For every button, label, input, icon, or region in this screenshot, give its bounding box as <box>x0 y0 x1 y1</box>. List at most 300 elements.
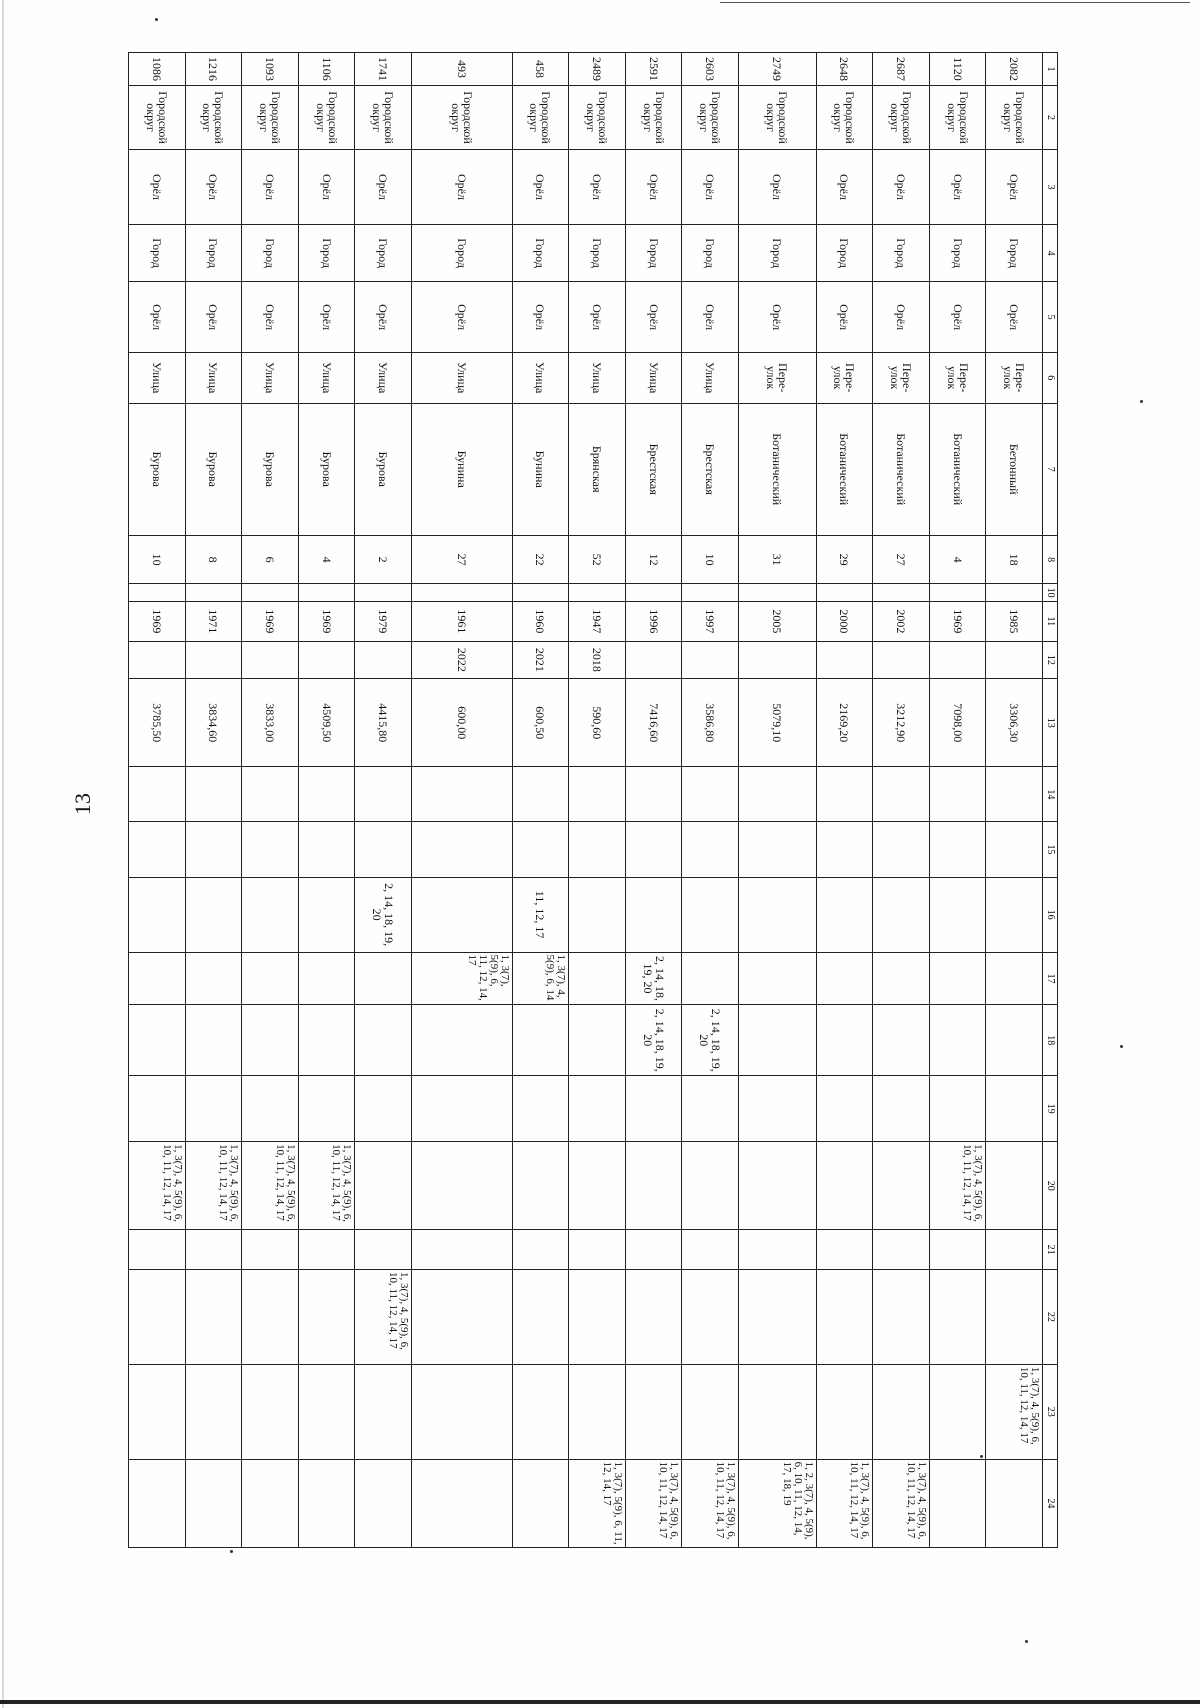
table-cell-c16 <box>242 877 299 952</box>
table-cell-c22 <box>739 1270 817 1365</box>
table-cell-c20: 1, 3(7), 4, 5(9), 6, 10, 11, 12, 14, 17 <box>242 1142 299 1230</box>
table-cell-c24: 1, 3(7), 4, 5(9), 6, 10, 11, 12, 14, 17 <box>625 1459 682 1547</box>
table-cell-c21 <box>569 1230 626 1270</box>
table-cell-c7: Бурова <box>129 403 186 535</box>
table-cell-c1: 2749 <box>739 53 817 86</box>
table-cell-c22 <box>816 1270 873 1365</box>
table-cell-c22 <box>625 1270 682 1365</box>
table-cell-c24 <box>129 1459 186 1547</box>
column-number-cell: 15 <box>1043 822 1058 877</box>
table-cell-c2: Городской округ <box>129 86 186 150</box>
table-row <box>355 53 412 1548</box>
table-cell-c18 <box>739 1005 817 1076</box>
column-number-cell: 16 <box>1043 877 1058 952</box>
scan-edge-shadow <box>2 0 4 1708</box>
speck <box>1140 400 1143 403</box>
table-cell-c11: 1971 <box>185 601 242 641</box>
column-number-cell: 4 <box>1043 224 1058 281</box>
table-cell-c1: 1741 <box>355 53 412 86</box>
table-cell-c10 <box>298 584 355 602</box>
table-cell-c19 <box>682 1076 739 1142</box>
table-cell-c19 <box>873 1076 930 1142</box>
table-cell-c24 <box>512 1459 569 1547</box>
table-cell-c24 <box>242 1459 299 1547</box>
table-cell-c24: 1, 3(7), 5(9), 6, 11, 12, 14, 17 <box>569 1459 626 1547</box>
table-cell-c23 <box>625 1364 682 1459</box>
table-cell-c14 <box>569 767 626 822</box>
table-row <box>242 53 299 1548</box>
table-cell-c2: Городской округ <box>682 86 739 150</box>
table-cell-c2: Городской округ <box>739 86 817 150</box>
table-cell-c4: Город <box>929 224 986 281</box>
table-cell-c21 <box>739 1230 817 1270</box>
table-cell-c19 <box>355 1076 412 1142</box>
table-cell-c16 <box>682 877 739 952</box>
table-cell-c15 <box>625 822 682 877</box>
table-row <box>298 53 355 1548</box>
table-cell-c21 <box>185 1230 242 1270</box>
table-cell-c4: Город <box>986 224 1043 281</box>
table-row <box>185 53 242 1548</box>
table-cell-c6: Улица <box>625 352 682 403</box>
table-cell-c17 <box>816 952 873 1005</box>
column-number-cell: 23 <box>1043 1364 1058 1459</box>
table-row <box>873 53 930 1548</box>
table-cell-c15 <box>929 822 986 877</box>
column-number-cell: 7 <box>1043 403 1058 535</box>
table-cell-c5: Орёл <box>873 282 930 353</box>
table-cell-c17: 1, 3(7), 5(9), 6, 11, 12, 14, 17 <box>412 952 513 1005</box>
table-cell-c7: Бурова <box>242 403 299 535</box>
table-cell-c18 <box>185 1005 242 1076</box>
table-cell-c13: 2169,20 <box>816 679 873 767</box>
table-cell-c18 <box>129 1005 186 1076</box>
table-cell-c6: Улица <box>129 352 186 403</box>
table-cell-c7: Ботанический <box>816 403 873 535</box>
table-cell-c20: 1, 3(7), 4, 5(9), 6, 10, 11, 12, 14, 17 <box>129 1142 186 1230</box>
table-cell-c1: 493 <box>412 53 513 86</box>
table-cell-c7: Брянская <box>569 403 626 535</box>
column-number-cell: 1 <box>1043 53 1058 86</box>
table-cell-c19 <box>412 1076 513 1142</box>
table-cell-c15 <box>185 822 242 877</box>
table-cell-c8: 29 <box>816 535 873 584</box>
table-cell-c20 <box>986 1142 1043 1230</box>
table-cell-c11: 1969 <box>298 601 355 641</box>
table-cell-c17 <box>242 952 299 1005</box>
table-cell-c5: Орёл <box>816 282 873 353</box>
table-cell-c14 <box>682 767 739 822</box>
table-cell-c18 <box>986 1005 1043 1076</box>
table-cell-c14 <box>298 767 355 822</box>
table-cell-c14 <box>185 767 242 822</box>
table-cell-c2: Городской округ <box>355 86 412 150</box>
table-cell-c19 <box>512 1076 569 1142</box>
table-cell-c24 <box>355 1459 412 1547</box>
table-cell-c18: 2, 14, 18, 19, 20 <box>682 1005 739 1076</box>
column-number-cell: 11 <box>1043 601 1058 641</box>
table-cell-c21 <box>512 1230 569 1270</box>
table-cell-c13: 3306,30 <box>986 679 1043 767</box>
table-cell-c5: Орёл <box>298 282 355 353</box>
table-cell-c22 <box>185 1270 242 1365</box>
table-cell-c12 <box>682 641 739 678</box>
table-cell-c3: Орёл <box>355 150 412 225</box>
table-cell-c24 <box>185 1459 242 1547</box>
table-cell-c17 <box>873 952 930 1005</box>
table-cell-c11: 1960 <box>512 601 569 641</box>
table-cell-c6: Пере-улок <box>929 352 986 403</box>
table-cell-c21 <box>412 1230 513 1270</box>
table-cell-c24 <box>412 1459 513 1547</box>
table-cell-c21 <box>242 1230 299 1270</box>
table-cell-c7: Бурова <box>185 403 242 535</box>
table-cell-c20 <box>512 1142 569 1230</box>
table-cell-c5: Орёл <box>512 282 569 353</box>
table-cell-c13: 600,50 <box>512 679 569 767</box>
table-cell-c10 <box>816 584 873 602</box>
table-cell-c2: Городской округ <box>873 86 930 150</box>
table-cell-c18 <box>512 1005 569 1076</box>
table-cell-c16 <box>873 877 930 952</box>
table-cell-c23 <box>355 1364 412 1459</box>
table-cell-c4: Город <box>298 224 355 281</box>
table-cell-c17 <box>682 952 739 1005</box>
table-cell-c18 <box>569 1005 626 1076</box>
table-cell-c11: 2002 <box>873 601 930 641</box>
table-row <box>129 53 186 1548</box>
table-cell-c12: 2018 <box>569 641 626 678</box>
table-cell-c16 <box>739 877 817 952</box>
table-cell-c8: 22 <box>512 535 569 584</box>
table-cell-c11: 1969 <box>242 601 299 641</box>
table-cell-c15 <box>816 822 873 877</box>
table-cell-c4: Город <box>185 224 242 281</box>
table-cell-c18 <box>873 1005 930 1076</box>
table-cell-c22 <box>929 1270 986 1365</box>
table-cell-c24 <box>986 1459 1043 1547</box>
table-cell-c5: Орёл <box>625 282 682 353</box>
table-cell-c6: Улица <box>355 352 412 403</box>
column-number-cell: 24 <box>1043 1459 1058 1547</box>
table-cell-c11: 1947 <box>569 601 626 641</box>
table-cell-c14 <box>242 767 299 822</box>
table-cell-c17 <box>929 952 986 1005</box>
column-number-cell: 8 <box>1043 535 1058 584</box>
table-cell-c19 <box>929 1076 986 1142</box>
table-cell-c12 <box>929 641 986 678</box>
speck <box>1120 1045 1123 1048</box>
table-cell-c10 <box>739 584 817 602</box>
table-cell-c7: Бурова <box>355 403 412 535</box>
table-cell-c6: Улица <box>682 352 739 403</box>
column-number-cell: 18 <box>1043 1005 1058 1076</box>
table-cell-c8: 8 <box>185 535 242 584</box>
table-cell-c2: Городской округ <box>185 86 242 150</box>
table-cell-c7: Бунина <box>412 403 513 535</box>
table-cell-c1: 1120 <box>929 53 986 86</box>
table-cell-c12 <box>355 641 412 678</box>
table-cell-c20 <box>355 1142 412 1230</box>
bottom-rule <box>0 1700 1200 1704</box>
table-cell-c3: Орёл <box>298 150 355 225</box>
table-cell-c7: Брестская <box>625 403 682 535</box>
table-cell-c21 <box>816 1230 873 1270</box>
table-cell-c13: 3833,00 <box>242 679 299 767</box>
table-cell-c10 <box>569 584 626 602</box>
table-cell-c3: Орёл <box>873 150 930 225</box>
table-cell-c4: Город <box>512 224 569 281</box>
table-cell-c17 <box>129 952 186 1005</box>
table-cell-c6: Пере-улок <box>873 352 930 403</box>
table-cell-c12 <box>739 641 817 678</box>
table-cell-c10 <box>242 584 299 602</box>
table-cell-c15 <box>873 822 930 877</box>
table-cell-c6: Улица <box>512 352 569 403</box>
table-cell-c14 <box>986 767 1043 822</box>
table-cell-c8: 27 <box>873 535 930 584</box>
table-cell-c15 <box>242 822 299 877</box>
table-cell-c23 <box>298 1364 355 1459</box>
table-cell-c15 <box>129 822 186 877</box>
table-cell-c8: 2 <box>355 535 412 584</box>
header-row <box>1043 53 1058 1548</box>
table-cell-c5: Орёл <box>569 282 626 353</box>
table-cell-c12 <box>625 641 682 678</box>
table-cell-c21 <box>298 1230 355 1270</box>
table-cell-c5: Орёл <box>185 282 242 353</box>
table-cell-c5: Орёл <box>355 282 412 353</box>
table-cell-c2: Городской округ <box>929 86 986 150</box>
table-cell-c3: Орёл <box>242 150 299 225</box>
table-cell-c20: 1, 3(7), 4, 5(9), 6, 10, 11, 12, 14, 17 <box>185 1142 242 1230</box>
column-number-cell: 19 <box>1043 1076 1058 1142</box>
table-cell-c1: 1086 <box>129 53 186 86</box>
table-cell-c24 <box>298 1459 355 1547</box>
table-cell-c15 <box>412 822 513 877</box>
table-cell-c8: 4 <box>929 535 986 584</box>
table-cell-c10 <box>625 584 682 602</box>
table-cell-c6: Пере-улок <box>986 352 1043 403</box>
table-cell-c11: 1985 <box>986 601 1043 641</box>
column-number-cell: 10 <box>1043 584 1058 602</box>
table-cell-c12 <box>185 641 242 678</box>
table-cell-c16 <box>185 877 242 952</box>
table-cell-c4: Город <box>873 224 930 281</box>
table-cell-c4: Город <box>242 224 299 281</box>
table-cell-c1: 1093 <box>242 53 299 86</box>
table-cell-c23 <box>816 1364 873 1459</box>
table-cell-c3: Орёл <box>625 150 682 225</box>
table-cell-c16 <box>929 877 986 952</box>
table-cell-c23: 1, 3(7), 4, 5(9), 6, 10, 11, 12, 14, 17 <box>986 1364 1043 1459</box>
table-cell-c14 <box>929 767 986 822</box>
table-cell-c12: 2021 <box>512 641 569 678</box>
table-cell-c6: Улица <box>185 352 242 403</box>
table-cell-c6: Улица <box>298 352 355 403</box>
speck <box>1025 1640 1028 1643</box>
table-cell-c22 <box>986 1270 1043 1365</box>
table-cell-c7: Ботанический <box>929 403 986 535</box>
table-cell-c14 <box>739 767 817 822</box>
table-cell-c8: 10 <box>682 535 739 584</box>
table-cell-c21 <box>625 1230 682 1270</box>
table-row <box>816 53 873 1548</box>
table-cell-c15 <box>569 822 626 877</box>
table-cell-c23 <box>682 1364 739 1459</box>
table-cell-c21 <box>873 1230 930 1270</box>
table-cell-c14 <box>512 767 569 822</box>
column-number-cell: 17 <box>1043 952 1058 1005</box>
table-cell-c5: Орёл <box>412 282 513 353</box>
table-cell-c5: Орёл <box>929 282 986 353</box>
table-cell-c23 <box>512 1364 569 1459</box>
table-cell-c3: Орёл <box>412 150 513 225</box>
table-cell-c6: Улица <box>569 352 626 403</box>
table-cell-c21 <box>355 1230 412 1270</box>
table-cell-c8: 27 <box>412 535 513 584</box>
table-cell-c19 <box>129 1076 186 1142</box>
table-cell-c2: Городской округ <box>816 86 873 150</box>
table-cell-c22: 1, 3(7), 4, 5(9), 6, 10, 11, 12, 14, 17 <box>355 1270 412 1365</box>
table-cell-c17 <box>739 952 817 1005</box>
table-cell-c3: Орёл <box>816 150 873 225</box>
column-number-cell: 20 <box>1043 1142 1058 1230</box>
table-cell-c8: 52 <box>569 535 626 584</box>
table-cell-c11: 2005 <box>739 601 817 641</box>
table-cell-c8: 10 <box>129 535 186 584</box>
table-cell-c13: 5079,10 <box>739 679 817 767</box>
table-cell-c19 <box>625 1076 682 1142</box>
table-cell-c10 <box>929 584 986 602</box>
table-cell-c8: 6 <box>242 535 299 584</box>
table-cell-c3: Орёл <box>739 150 817 225</box>
table-cell-c13: 3834,60 <box>185 679 242 767</box>
table-cell-c3: Орёл <box>512 150 569 225</box>
table-cell-c16 <box>986 877 1043 952</box>
column-number-cell: 3 <box>1043 150 1058 225</box>
table-cell-c15 <box>298 822 355 877</box>
table-cell-c19 <box>986 1076 1043 1142</box>
table-cell-c15 <box>682 822 739 877</box>
table-cell-c22 <box>569 1270 626 1365</box>
table-cell-c24: 1, 3(7), 4, 5(9), 6, 10, 11, 12, 14, 17 <box>873 1459 930 1547</box>
top-rule <box>720 2 1190 3</box>
table-cell-c8: 31 <box>739 535 817 584</box>
table-cell-c13: 600,00 <box>412 679 513 767</box>
table-cell-c20 <box>682 1142 739 1230</box>
speck <box>155 18 158 21</box>
table-cell-c12 <box>986 641 1043 678</box>
table-cell-c11: 1969 <box>129 601 186 641</box>
table-cell-c14 <box>873 767 930 822</box>
table-cell-c7: Бурова <box>298 403 355 535</box>
table-cell-c20 <box>873 1142 930 1230</box>
page-number: 13 <box>70 793 95 815</box>
table-cell-c1: 1106 <box>298 53 355 86</box>
column-number-cell: 13 <box>1043 679 1058 767</box>
table-cell-c5: Орёл <box>242 282 299 353</box>
table-cell-c17 <box>298 952 355 1005</box>
table-cell-c1: 2687 <box>873 53 930 86</box>
table-cell-c21 <box>682 1230 739 1270</box>
table-cell-c22 <box>129 1270 186 1365</box>
table-cell-c23 <box>873 1364 930 1459</box>
table-cell-c22 <box>682 1270 739 1365</box>
table-cell-c17 <box>986 952 1043 1005</box>
table-cell-c22 <box>242 1270 299 1365</box>
table-cell-c12 <box>873 641 930 678</box>
table-cell-c2: Городской округ <box>986 86 1043 150</box>
table-cell-c22 <box>298 1270 355 1365</box>
table-cell-c4: Город <box>625 224 682 281</box>
table-cell-c11: 1961 <box>412 601 513 641</box>
table-cell-c14 <box>412 767 513 822</box>
table-cell-c20: 1, 3(7), 4, 5(9), 6, 10, 11, 12, 14, 17 <box>929 1142 986 1230</box>
column-number-cell: 2 <box>1043 86 1058 150</box>
table-cell-c3: Орёл <box>986 150 1043 225</box>
table-cell-c18 <box>412 1005 513 1076</box>
table-cell-c14 <box>816 767 873 822</box>
table-cell-c23 <box>569 1364 626 1459</box>
table-cell-c10 <box>129 584 186 602</box>
table-cell-c16: 2, 14, 18, 19, 20 <box>355 877 412 952</box>
table-cell-c11: 1979 <box>355 601 412 641</box>
table-cell-c15 <box>355 822 412 877</box>
table-cell-c16 <box>569 877 626 952</box>
table-row <box>512 53 569 1548</box>
table-cell-c16: 11, 12, 17 <box>512 877 569 952</box>
table-cell-c23 <box>129 1364 186 1459</box>
table-cell-c15 <box>986 822 1043 877</box>
table-cell-c3: Орёл <box>569 150 626 225</box>
table-cell-c11: 2000 <box>816 601 873 641</box>
table-cell-c18 <box>298 1005 355 1076</box>
table-cell-c2: Городской округ <box>569 86 626 150</box>
table-row <box>929 53 986 1548</box>
table-cell-c13: 4415,80 <box>355 679 412 767</box>
table-cell-c17 <box>569 952 626 1005</box>
table-cell-c23 <box>185 1364 242 1459</box>
table-cell-c24 <box>929 1459 986 1547</box>
table-cell-c19 <box>569 1076 626 1142</box>
table-cell-c13: 3212,90 <box>873 679 930 767</box>
table-cell-c16 <box>412 877 513 952</box>
table-cell-c4: Город <box>816 224 873 281</box>
table-cell-c13: 4509,50 <box>298 679 355 767</box>
table-cell-c7: Бетонный <box>986 403 1043 535</box>
table-cell-c10 <box>412 584 513 602</box>
table-cell-c24: 1, 3(7), 4, 5(9), 6, 10, 11, 12, 14, 17 <box>682 1459 739 1547</box>
table-cell-c20 <box>569 1142 626 1230</box>
table-cell-c12 <box>298 641 355 678</box>
table-cell-c8: 18 <box>986 535 1043 584</box>
table-cell-c20 <box>625 1142 682 1230</box>
rotated-table-wrapper <box>128 52 1058 1548</box>
table-cell-c6: Пере-улок <box>739 352 817 403</box>
table-cell-c12 <box>129 641 186 678</box>
table-cell-c14 <box>355 767 412 822</box>
table-cell-c2: Городской округ <box>412 86 513 150</box>
table-row <box>739 53 817 1548</box>
table-cell-c6: Пере-улок <box>816 352 873 403</box>
column-number-cell: 5 <box>1043 282 1058 353</box>
table-cell-c21 <box>986 1230 1043 1270</box>
table-cell-c18 <box>242 1005 299 1076</box>
column-number-cell: 22 <box>1043 1270 1058 1365</box>
table-cell-c15 <box>512 822 569 877</box>
table-cell-c17 <box>185 952 242 1005</box>
